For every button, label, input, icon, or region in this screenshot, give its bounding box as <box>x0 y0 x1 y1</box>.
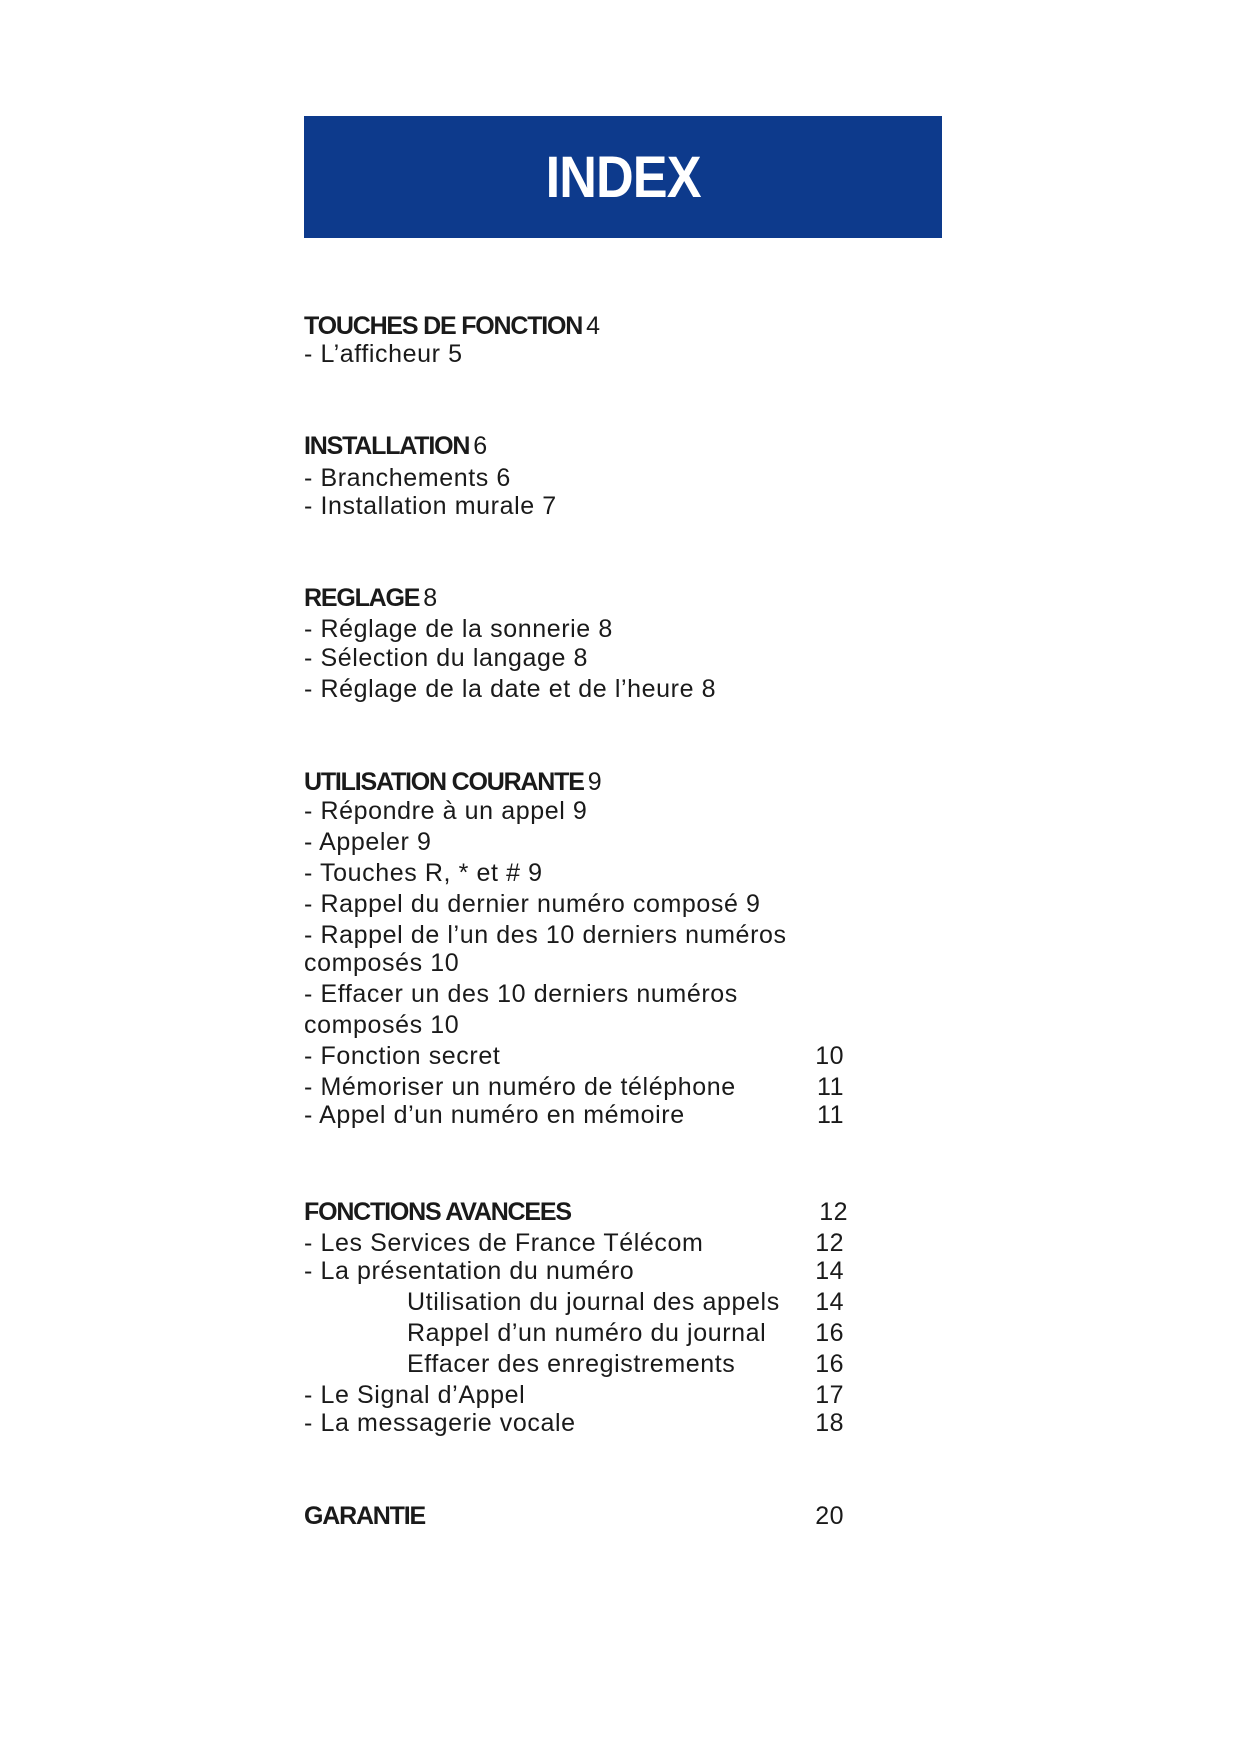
entry-page: 12 <box>815 1229 844 1257</box>
heading-title: FONCTIONS AVANCEES <box>304 1198 571 1226</box>
toc-entry[interactable]: - Répondre à un appel 9 <box>304 797 588 825</box>
entry-page: 14 <box>815 1288 844 1316</box>
entry-label: Utilisation du journal des appels <box>407 1288 780 1316</box>
toc-entry[interactable]: - Installation murale 7 <box>304 492 557 520</box>
heading-page: 4 <box>586 312 601 340</box>
toc-entry[interactable]: - Sélection du langage 8 <box>304 644 589 672</box>
entry-label: - La messagerie vocale <box>304 1409 576 1437</box>
toc-entry[interactable] <box>304 1228 844 1258</box>
entry-label: - Mémoriser un numéro de téléphone <box>304 1073 736 1101</box>
toc-entry[interactable]: - Réglage de la sonnerie 8 <box>304 615 613 643</box>
heading-page: 20 <box>815 1502 844 1530</box>
entry-page: 11 <box>817 1101 844 1129</box>
toc-heading-fonctions-avancees[interactable] <box>304 1197 848 1227</box>
heading-title: GARANTIE <box>304 1502 425 1530</box>
entry-label: Rappel d’un numéro du journal <box>407 1319 767 1347</box>
heading-page: 12 <box>819 1198 848 1226</box>
page-title: INDEX <box>545 144 701 210</box>
heading-title: TOUCHES DE FONCTION <box>304 312 583 340</box>
index-banner <box>304 116 942 238</box>
toc-entry[interactable]: - Appeler 9 <box>304 828 432 856</box>
toc-entry[interactable]: - Rappel du dernier numéro composé 9 <box>304 890 761 918</box>
toc-entry-continued[interactable]: composés 10 <box>304 949 460 977</box>
toc-entry[interactable] <box>304 1408 844 1438</box>
entry-label: - Fonction secret <box>304 1042 501 1070</box>
toc-entry[interactable]: - L’afficheur 5 <box>304 340 463 368</box>
entry-page: 14 <box>815 1257 844 1285</box>
toc-entry[interactable] <box>304 1256 844 1286</box>
toc-entry[interactable] <box>304 1041 844 1071</box>
toc-entry[interactable]: - Branchements 6 <box>304 464 511 492</box>
entry-page: 16 <box>815 1350 844 1378</box>
entry-label: - Les Services de France Télécom <box>304 1229 704 1257</box>
heading-title: REGLAGE <box>304 584 420 612</box>
toc-entry[interactable]: - Réglage de la date et de l’heure 8 <box>304 675 717 703</box>
heading-page: 9 <box>587 768 602 796</box>
toc-entry[interactable]: - Touches R, * et # 9 <box>304 859 543 887</box>
toc-entry[interactable]: - Effacer un des 10 derniers numéros <box>304 980 738 1008</box>
entry-page: 10 <box>815 1042 844 1070</box>
entry-page: 11 <box>817 1073 844 1101</box>
heading-page: 6 <box>473 432 488 460</box>
entry-label: - Appel d’un numéro en mémoire <box>304 1101 685 1129</box>
entry-label: Effacer des enregistrements <box>407 1350 736 1378</box>
toc-entry[interactable] <box>304 1380 844 1410</box>
toc-entry[interactable] <box>304 1072 844 1102</box>
toc-entry-continued[interactable]: composés 10 <box>304 1011 460 1039</box>
entry-label: - Le Signal d’Appel <box>304 1381 526 1409</box>
entry-page: 17 <box>815 1381 844 1409</box>
heading-page: 8 <box>423 584 438 612</box>
entry-page: 16 <box>815 1319 844 1347</box>
toc-heading-utilisation-courante[interactable] <box>304 767 602 797</box>
toc-heading-installation[interactable] <box>304 431 487 461</box>
entry-page: 18 <box>815 1409 844 1437</box>
toc-entry[interactable] <box>304 1100 844 1130</box>
toc-entry[interactable]: - Rappel de l’un des 10 derniers numéros <box>304 921 787 949</box>
heading-title: INSTALLATION <box>304 432 470 460</box>
toc-heading-reglage[interactable] <box>304 583 437 613</box>
entry-label: - La présentation du numéro <box>304 1257 635 1285</box>
toc-heading-garantie[interactable] <box>304 1501 844 1531</box>
toc-heading-touches-de-fonction[interactable] <box>304 311 600 341</box>
heading-title: UTILISATION COURANTE <box>304 768 584 796</box>
